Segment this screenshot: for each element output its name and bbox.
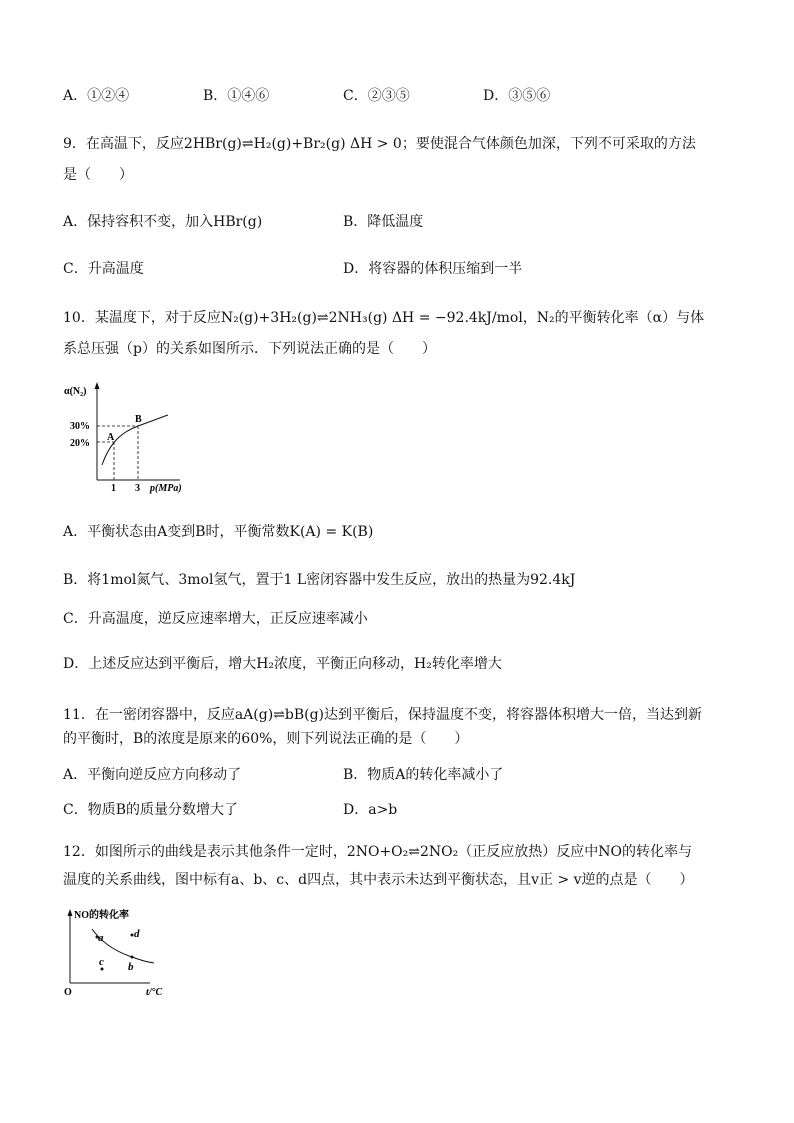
q9-stem-line1: 9．在高温下，反应2HBr(g)⇌H₂(g)+Br₂(g) ΔH > 0；要使混合气体颜色加深，下列不可采取的方法 (63, 136, 696, 152)
q10-ytick-20: 20% (70, 438, 90, 449)
q10-point-a-label: A (107, 432, 115, 443)
q10-option-b: B．将1mol氮气、3mol氢气，置于1 L密闭容器中发生反应，放出的热量为92.4kJ (63, 572, 576, 588)
q12-point-b (131, 956, 134, 959)
q8-option-a: A．①②④ (63, 88, 130, 104)
q12-label-c: c (99, 956, 104, 968)
q8-option-c: C．②③⑤ (343, 88, 410, 104)
q9-option-b: B．降低温度 (343, 214, 424, 230)
q10-ytick-30: 30% (70, 421, 90, 432)
q12-ylabel: NO的转化率 (74, 910, 129, 921)
q10-stem-line1: 10．某温度下，对于反应N₂(g)+3H₂(g)⇌2NH₃(g) ΔH = −92.4kJ/mol，N₂的平衡转化率（α）与体 (63, 310, 705, 326)
q10-option-c: C．升高温度，逆反应速率增大，正反应速率减小 (63, 611, 368, 627)
q10-xtick-3: 3 (135, 483, 140, 494)
q12-label-a: a (98, 932, 104, 944)
q11-stem-line2: 的平衡时，B的浓度是原来的60%，则下列说法正确的是（ ） (63, 731, 469, 747)
q10-stem-line2: 系总压强（p）的关系如图所示．下列说法正确的是（ ） (63, 341, 436, 357)
q11-option-a: A．平衡向逆反应方向移动了 (63, 767, 242, 783)
q8-option-d: D．③⑤⑥ (483, 88, 551, 104)
q10-xlabel: p(MPa) (150, 483, 182, 494)
q12-label-b: b (128, 961, 134, 973)
q10-xtick-1: 1 (111, 483, 116, 494)
q12-label-d: d (134, 928, 140, 940)
q11-stem-line1: 11．在一密闭容器中，反应aA(g)⇌bB(g)达到平衡后，保持温度不变，将容器体积增大一倍，当达到新 (63, 707, 703, 723)
q12-origin: O (64, 987, 72, 997)
q9-option-d: D．将容器的体积压缩到一半 (343, 261, 523, 277)
q9-stem-line2: 是（ ） (63, 167, 133, 183)
q10-y-arrow (95, 382, 100, 389)
q10-ylabel: α(N₂) (64, 386, 87, 397)
q10-point-b-label: B (135, 414, 142, 425)
q11-option-d: D．a>b (343, 802, 398, 818)
q11-option-c: C．物质B的质量分数增大了 (63, 802, 238, 818)
q12-y-arrow (68, 909, 73, 916)
q11-option-b: B．物质A的转化率减小了 (343, 767, 504, 783)
q9-option-c: C．升高温度 (63, 261, 144, 277)
q9-option-a: A．保持容积不变，加入HBr(g) (63, 214, 263, 230)
q10-graph (62, 380, 197, 498)
q10-option-a: A．平衡状态由A变到B时，平衡常数K(A) = K(B) (63, 524, 374, 540)
q10-option-d: D．上述反应达到平衡后，增大H₂浓度，平衡正向移动，H₂转化率增大 (63, 656, 502, 672)
q12-xlabel: t/°C (146, 987, 163, 997)
q12-stem-line1: 12．如图所示的曲线是表示其他条件一定时，2NO+O₂⇌2NO₂（正反应放热）反应中NO的转化率与 (63, 844, 692, 860)
q12-stem-line2: 温度的关系曲线，图中标有a、b、c、d四点，其中表示未达到平衡状态，且v正 > v逆的点是（ ） (63, 872, 694, 888)
q12-graph (62, 905, 177, 997)
q8-option-b: B．①④⑥ (203, 88, 270, 104)
